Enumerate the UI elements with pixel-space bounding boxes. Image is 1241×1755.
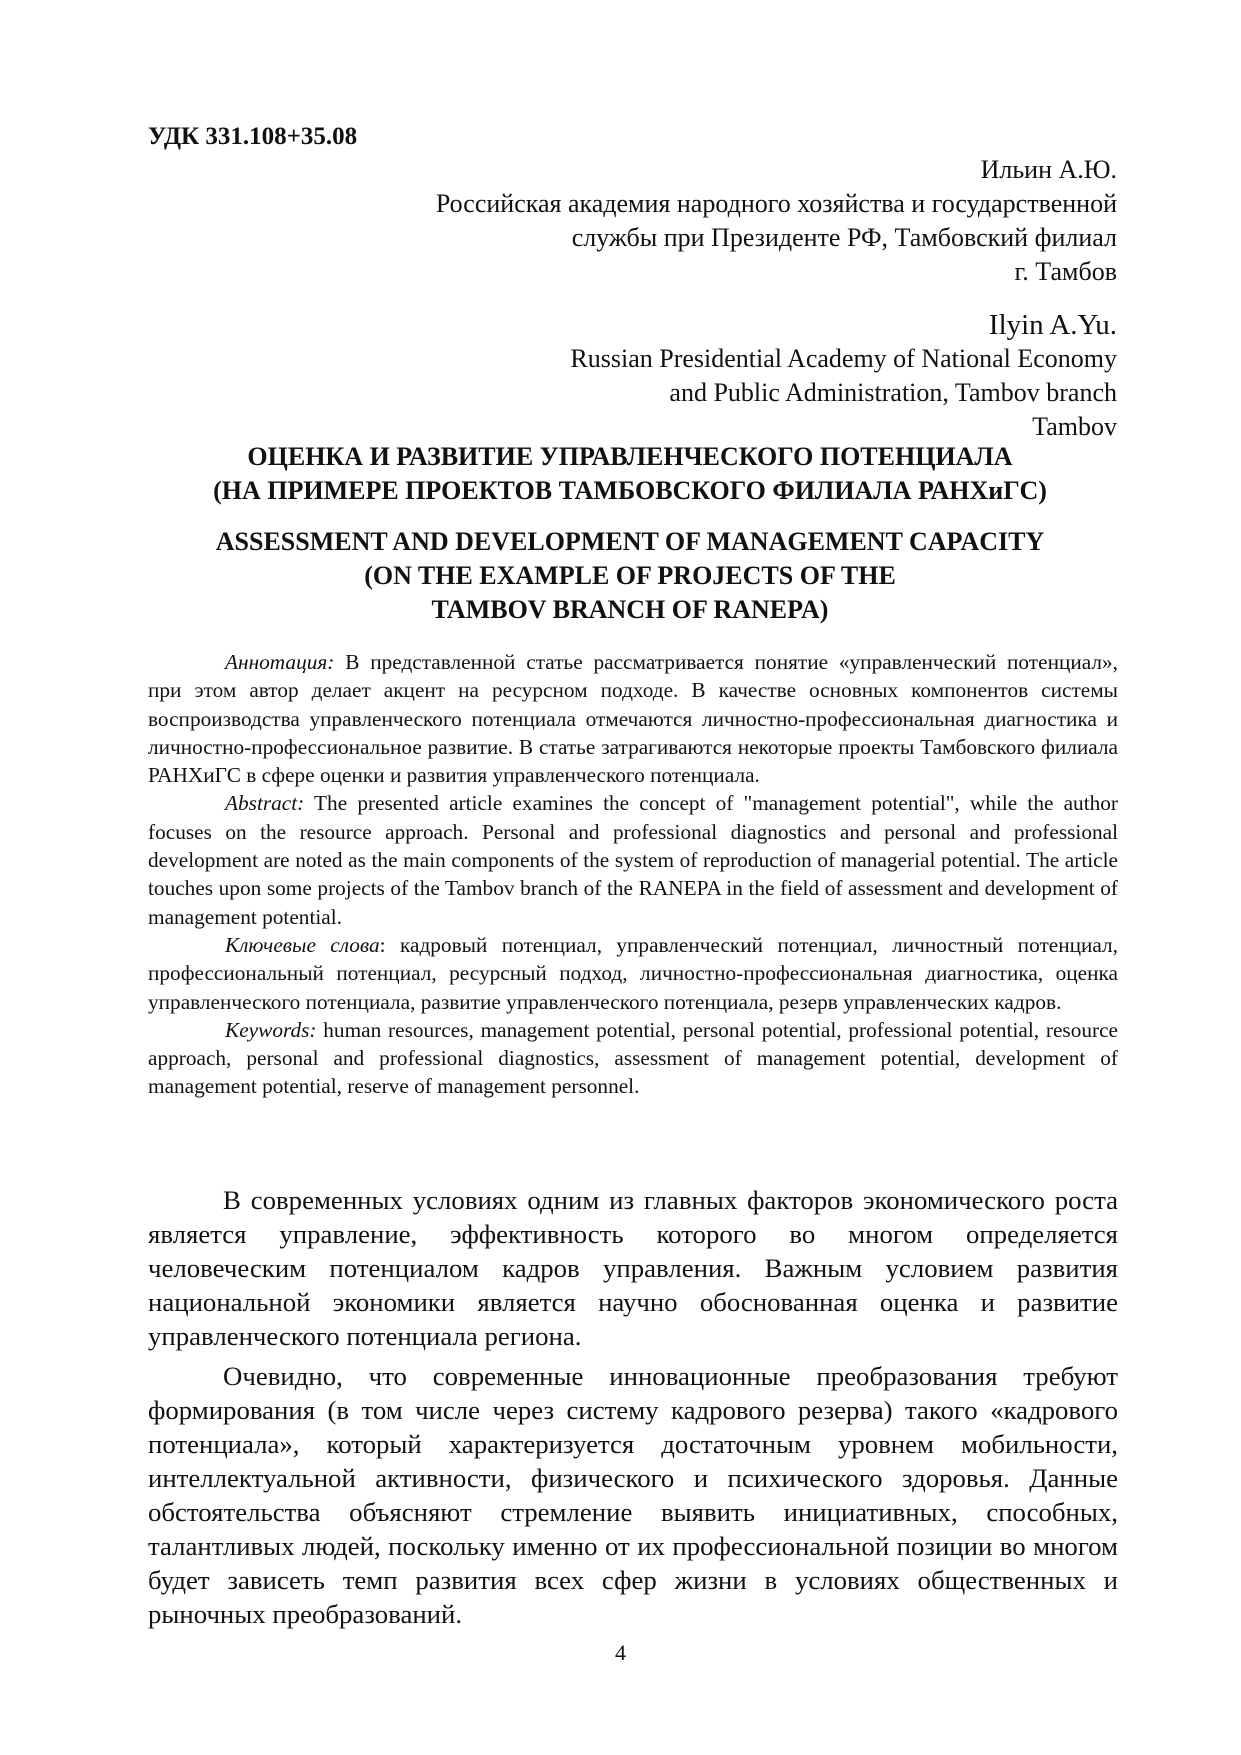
keywords-en-label: Keywords: (225, 1017, 317, 1042)
title-en-line3: TAMBOV BRANCH OF RANEPA) (431, 595, 829, 624)
city-en: Tambov (1032, 412, 1117, 441)
keywords-ru-label: Ключевые слова (225, 932, 380, 957)
city-ru: г. Тамбов (1014, 257, 1117, 286)
keywords-en (148, 1016, 1118, 1101)
author-name-en: Ilyin A.Yu. (988, 309, 1117, 341)
keywords-en-text: human resources, management potential, personal potential, professional potential, resource approach, personal and professional diagnostics, assessment of management potential, development of management potential, reserve of management personnel. (148, 1017, 1118, 1099)
abstract-en-label: Abstract: (225, 791, 305, 816)
body-section (148, 1183, 1118, 1637)
keywords-ru-text: : кадровый потенциал, управленческий потенциал, личностный потенциал, профессиональный потенциал, ресурсный подход, личностно-профессиональная диагностика, оценка управленческого потенциала, развитие управленческого потенциала, резерв управленческих кадров. (148, 932, 1118, 1014)
abstract-ru (148, 648, 1118, 789)
affiliation-en-line2: and Public Administration, Tambov branch (669, 378, 1117, 407)
keywords-ru (148, 931, 1118, 1016)
author-name-ru: Ильин А.Ю. (980, 155, 1117, 184)
author-block-en (570, 308, 1117, 444)
title-en (140, 525, 1120, 627)
abstract-section (148, 648, 1118, 1101)
udk-code: УДК 331.108+35.08 (148, 123, 358, 150)
abstract-en-text: The presented article examines the concept of "management potential", while the author focuses on the resource approach. Personal and professional diagnostics and personal and professional development are noted as the main components of the system of reproduction of managerial potential. The article touches upon some projects of the Tambov branch of the RANEPA in the field of assessment and development of management potential. (148, 791, 1118, 929)
body-paragraph-2: Очевидно, что современные инновационные преобразования требуют формирования (в том числе через систему кадрового резерва) такого «кадрового потенциала», который характеризуется достаточным уровнем мобильности, интеллектуальной активности, физического и психического здоровья. Данные обстоятельства объясняют стремление выявить инициативных, способных, талантливых людей, поскольку именно от их профессиональной позиции во многом будет зависеть темп развития всех сфер жизни в условиях общественных и рыночных преобразований. (148, 1361, 1118, 1629)
title-ru-line1: ОЦЕНКА И РАЗВИТИЕ УПРАВЛЕНЧЕСКОГО ПОТЕНЦИАЛА (247, 442, 1013, 471)
title-ru (140, 440, 1120, 508)
body-paragraph-1: В современных условиях одним из главных факторов экономического роста является управление, эффективность которого во многом определяется человеческим потенциалом кадров управления. Важным условием развития национальной экономики является научно обоснованная оценка и развитие управленческого потенциала региона. (148, 1185, 1118, 1351)
title-ru-line2: (НА ПРИМЕРЕ ПРОЕКТОВ ТАМБОВСКОГО ФИЛИАЛА РАНХиГС) (213, 476, 1047, 505)
title-en-line2: (ON THE EXAMPLE OF PROJECTS OF THE (364, 561, 896, 590)
affiliation-ru-line2: службы при Президенте РФ, Тамбовский филиал (571, 223, 1117, 252)
abstract-en (148, 789, 1118, 930)
author-block-ru (436, 153, 1117, 289)
title-en-line1: ASSESSMENT AND DEVELOPMENT OF MANAGEMENT CAPACITY (215, 527, 1045, 556)
abstract-ru-label: Аннотация: (225, 650, 335, 674)
abstract-ru-text: В представленной статье рассматривается понятие «управленческий потенциал», при этом автор делает акцент на ресурсном подходе. В качестве основных компонентов системы воспроизводства управленческого потенциала отмечаются личностно-профессиональная диагностика и личностно-профессиональное развитие. В статье затрагиваются некоторые проекты Тамбовского филиала РАНХиГС в сфере оценки и развития управленческого потенциала. (148, 650, 1118, 788)
affiliation-en-line1: Russian Presidential Academy of National Economy (570, 344, 1117, 373)
affiliation-ru-line1: Российская академия народного хозяйства и государственной (435, 189, 1117, 218)
page-number: 4 (615, 1640, 626, 1665)
